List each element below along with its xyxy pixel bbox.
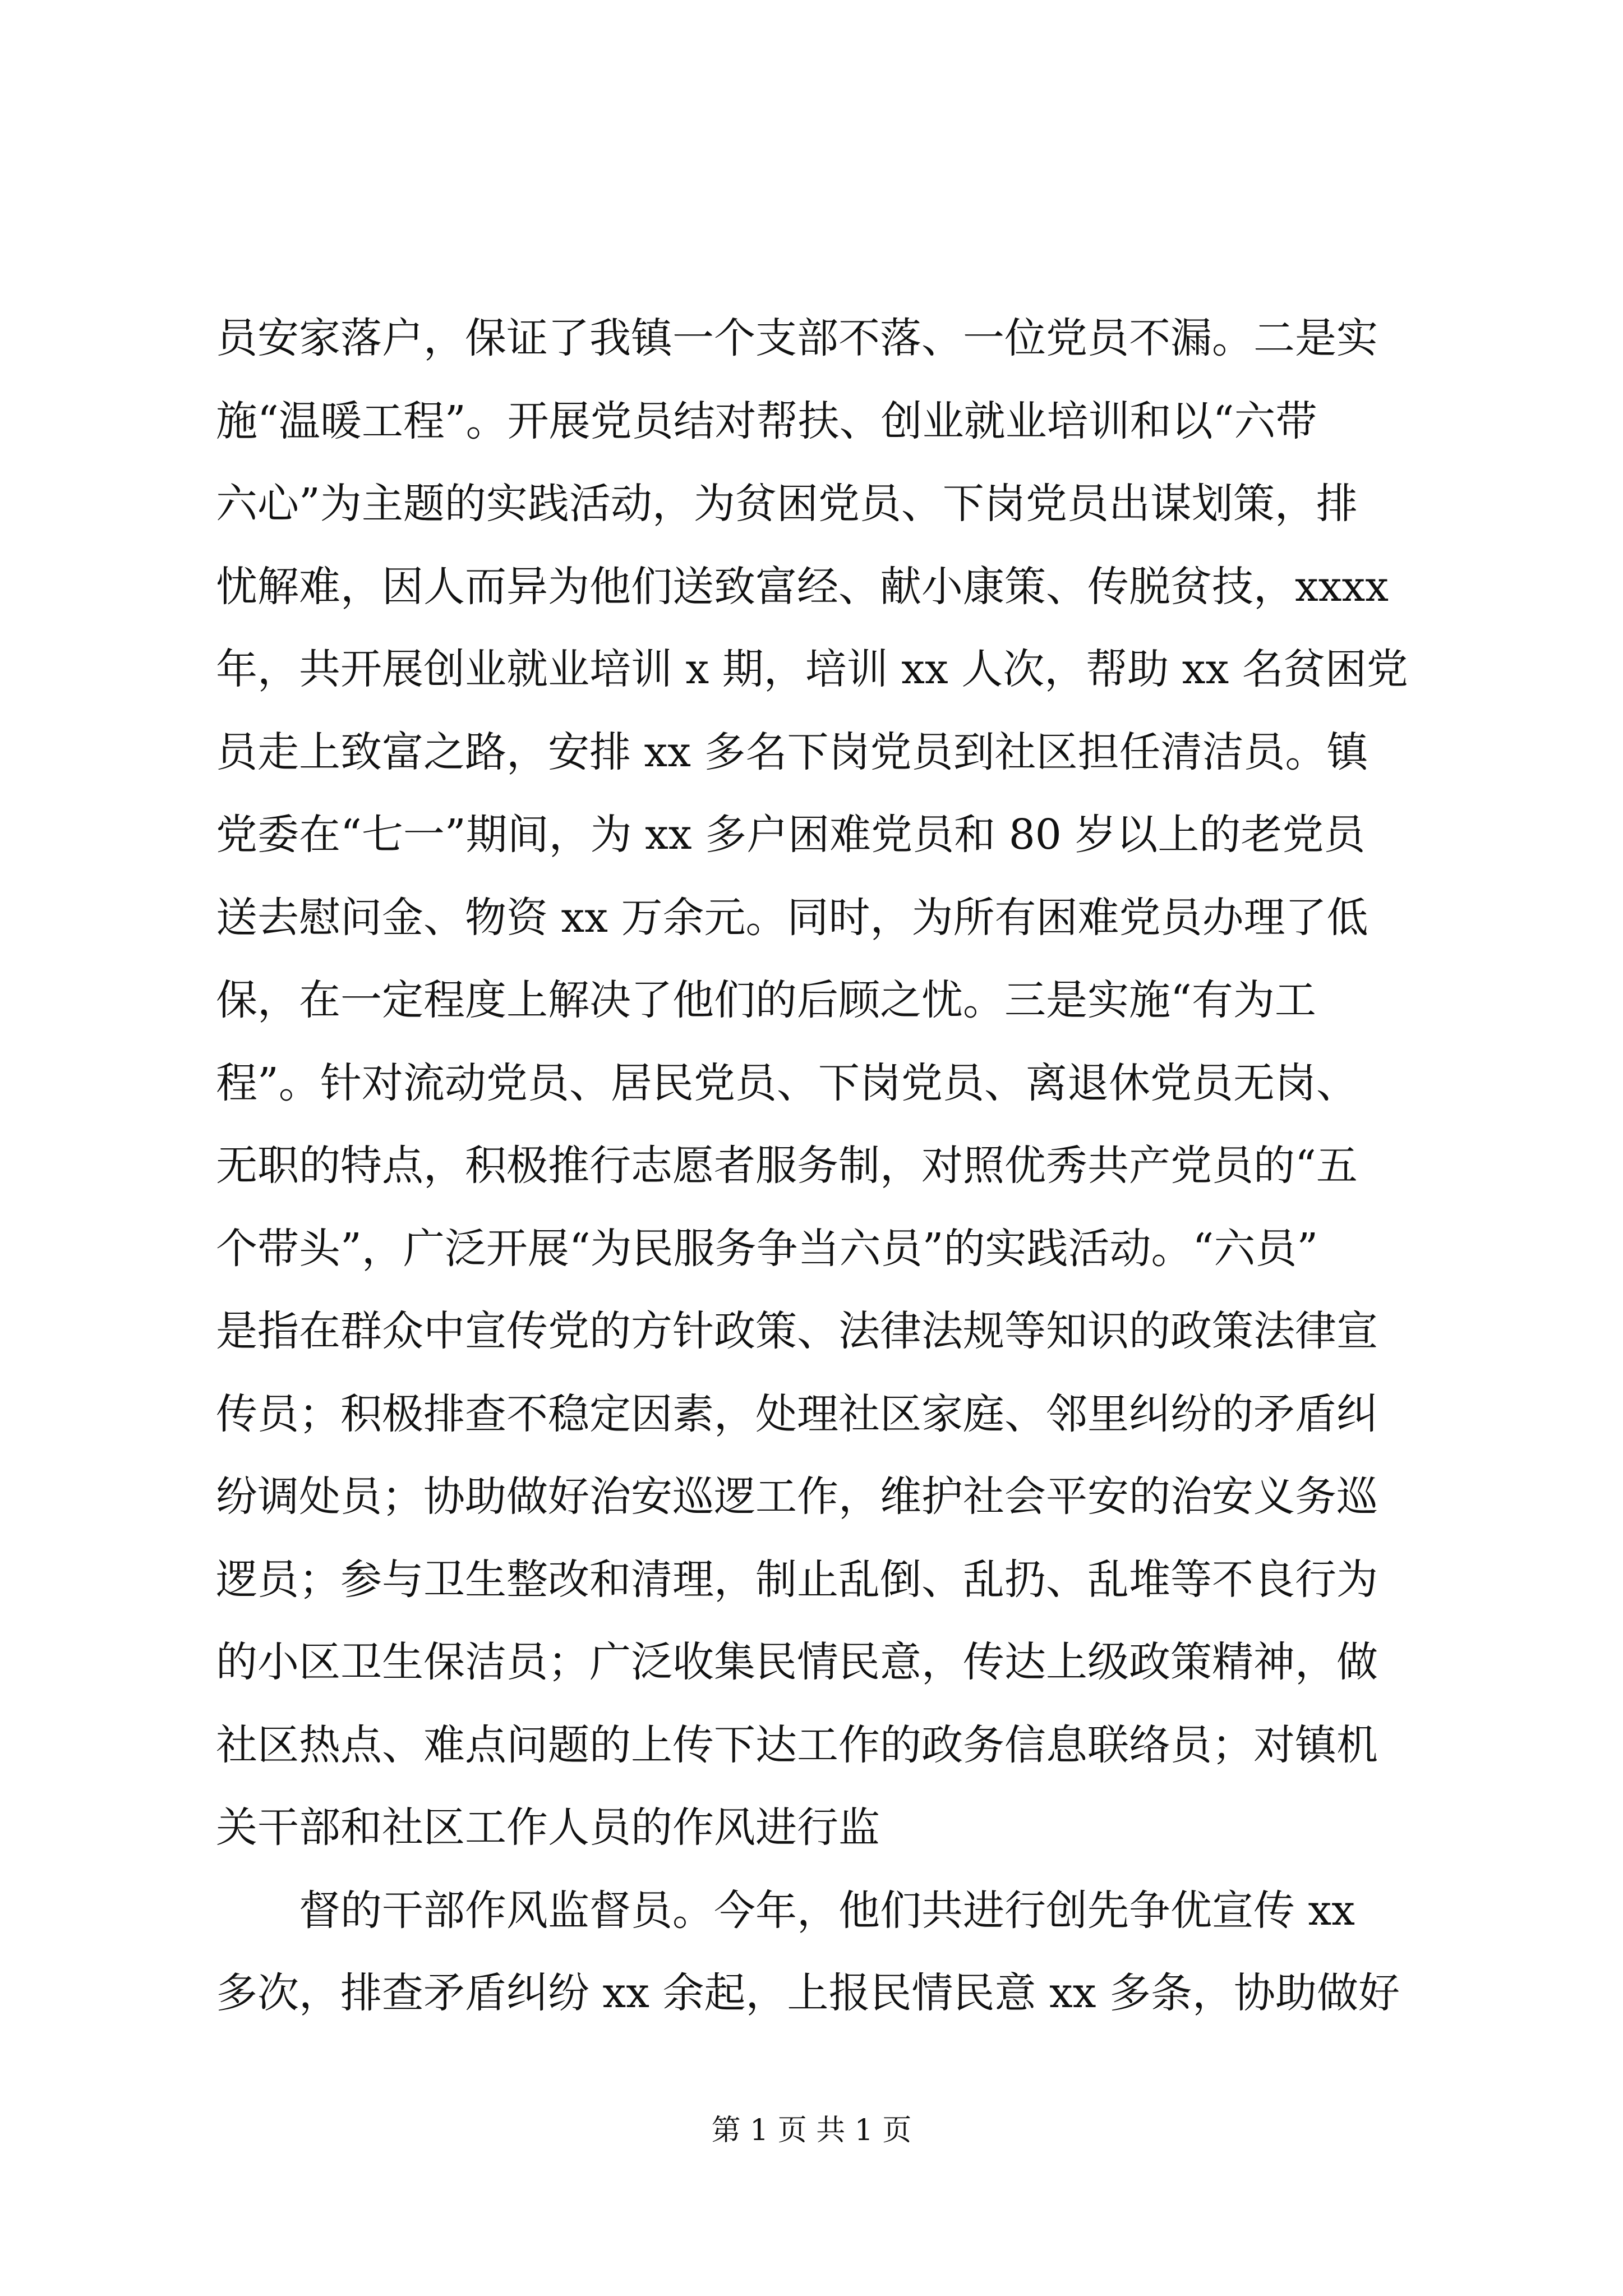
text-line: 多次，排查矛盾纠纷 xx 余起，上报民情民意 xx 多条，协助做好 <box>216 1969 1400 2017</box>
text-line: 无职的特点，积极推行志愿者服务制，对照优秀共产党员的“五 <box>216 1142 1358 1190</box>
text-line: 纷调处员；协助做好治安巡逻工作，维护社会平安的治安义务巡 <box>216 1473 1378 1521</box>
text-line: 忧解难，因人而异为他们送致富经、献小康策、传脱贫技，xxxx <box>216 562 1389 611</box>
page-number-footer: 第 1 页 共 1 页 <box>711 2114 912 2147</box>
paragraph-first-line: 督的干部作风监督员。今年，他们共进行创先争优宣传 xx <box>299 1886 1355 1935</box>
text-line: 员安家落户，保证了我镇一个支部不落、一位党员不漏。二是实 <box>216 314 1378 362</box>
text-line: 年，共开展创业就业培训 x 期，培训 xx 人次，帮助 xx 名贫困党 <box>216 645 1408 693</box>
text-line: 传员；积极排查不稳定因素，处理社区家庭、邻里纠纷的矛盾纠 <box>216 1389 1378 1438</box>
text-line: 党委在“七一”期间，为 xx 多户困难党员和 80 岁以上的老党员 <box>216 811 1366 859</box>
text-line: 送去慰问金、物资 xx 万余元。同时，为所有困难党员办理了低 <box>216 893 1368 942</box>
text-line: 保，在一定程度上解决了他们的后顾之忧。三是实施“有为工 <box>216 976 1316 1024</box>
text-line: 个带头”，广泛开展“为民服务争当六员”的实践活动。“六员” <box>216 1224 1318 1273</box>
text-line: 逻员；参与卫生整改和清理，制止乱倒、乱扔、乱堆等不良行为 <box>216 1555 1378 1604</box>
text-line: 程”。针对流动党员、居民党员、下岗党员、离退休党员无岗、 <box>216 1059 1358 1107</box>
text-line: 施“温暖工程”。开展党员结对帮扶、创业就业培训和以“六带 <box>216 397 1317 445</box>
text-line: 六心”为主题的实践活动，为贫困党员、下岗党员出谋划策，排 <box>216 480 1358 528</box>
text-line: 关干部和社区工作人员的作风进行监 <box>216 1803 880 1852</box>
body-text <box>216 297 1422 2035</box>
text-line: 是指在群众中宣传党的方针政策、法律法规等知识的政策法律宣 <box>216 1307 1378 1355</box>
text-line: 社区热点、难点问题的上传下达工作的政务信息联络员；对镇机 <box>216 1720 1378 1769</box>
text-line: 员走上致富之路，安排 xx 多名下岗党员到社区担任清洁员。镇 <box>216 728 1368 776</box>
text-line: 的小区卫生保洁员；广泛收集民情民意，传达上级政策精神，做 <box>216 1638 1378 1686</box>
